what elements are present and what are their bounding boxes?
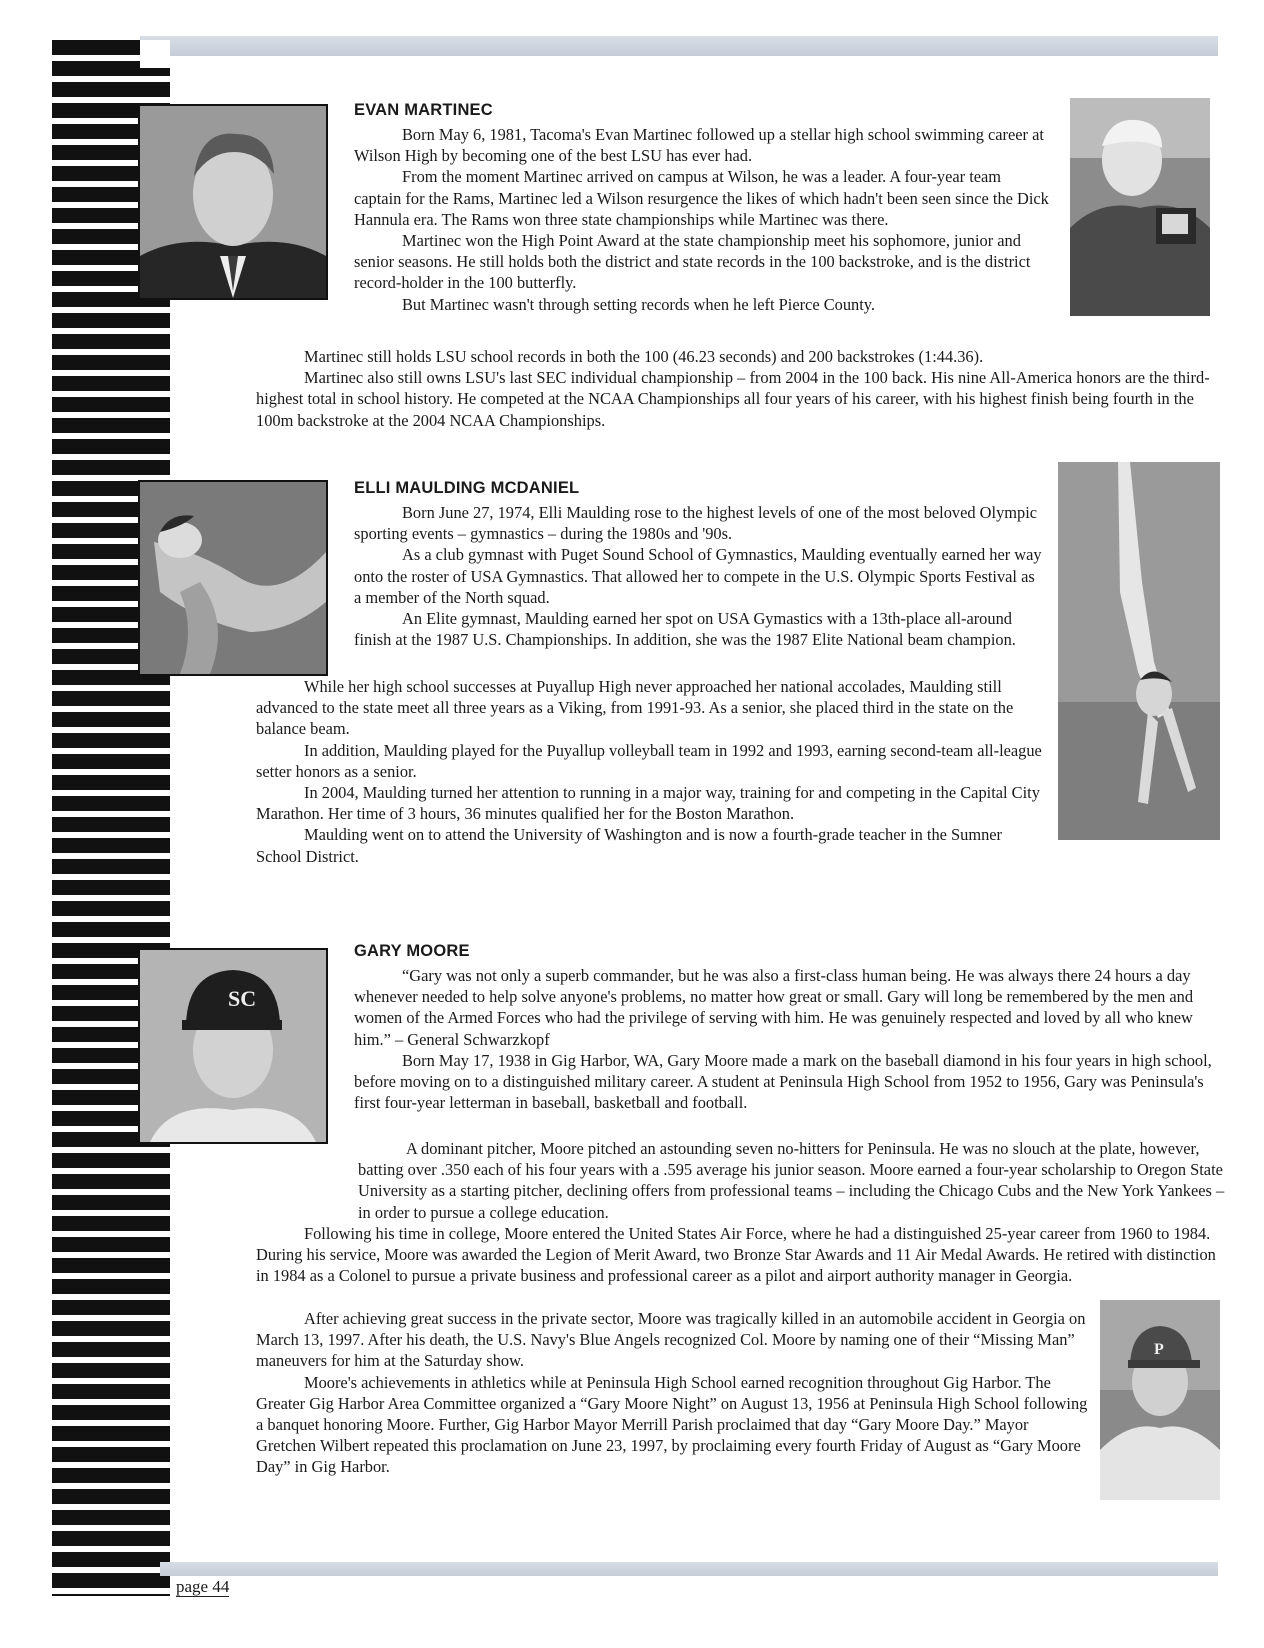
bio-paragraph: Maulding went on to attend the University of Washington and is now a fourth-grade teacher in the Sumner School District.: [256, 825, 1003, 866]
bio-paragraph: Martinec also still owns LSU's last SEC individual championship – from 2004 in the 100 back. His nine All-America honors are the third-highest total in school history. He competed at the NCAA Championships all four years of his career, with his highest finish being fourth in the 100m backstroke at the 2004 NCAA Championships.: [256, 368, 1210, 430]
bottom-decorative-bar: [160, 1562, 1218, 1576]
page-number: page 44: [176, 1577, 230, 1596]
section-bio-continued: [256, 346, 1218, 431]
bio-paragraph: Born May 17, 1938 in Gig Harbor, WA, Gary Moore made a mark on the baseball diamond in his four years in high school, before moving on to a distinguished military career. A student at Peninsula High School from 1952 to 1956, Gary was Peninsula's first four-year letterman in baseball, basketball and football.: [354, 1050, 1212, 1113]
bio-paragraph: As a club gymnast with Puget Sound School of Gymnastics, Maulding eventually earned her way onto the roster of USA Gymnastics. That allowed her to compete in the U.S. Olympic Sports Festival as a member of the North squad.: [354, 545, 1042, 607]
evan-martinec-headshot: [138, 104, 328, 300]
section-bio-continued: [256, 1308, 1088, 1478]
section-bio: [354, 502, 1044, 650]
section-heading: ELLI MAULDING MCDANIEL: [354, 479, 580, 497]
bio-paragraph: A dominant pitcher, Moore pitched an astounding seven no-hitters for Peninsula. He was no slouch at the plate, however, batting over .350 each of his four years with a .595 average his junior season. Moore earned a four-year scholarship to Oregon State University as a starting pitcher, declining offers from professional teams – including the Chicago Cubs and the New York Yankees – in order to pursue a college education.: [358, 1139, 1225, 1222]
bio-paragraph: “Gary was not only a superb commander, but he was also a first-class human being. He was always there 24 hours a day whenever needed to help solve anyone's problems, no matter how great or small. Gary will long be remembered by the men and women of the Armed Forces who had the privilege of serving with him. He was genuinely respected and loved by all who knew him.” – General Schwarzkopf: [354, 966, 1194, 1049]
section-heading: GARY MOORE: [354, 942, 470, 960]
bio-paragraph: Born May 6, 1981, Tacoma's Evan Martinec followed up a stellar high school swimming career at Wilson High by becoming one of the best LSU has ever had.: [354, 125, 1044, 166]
bio-paragraph: In addition, Maulding played for the Puyallup volleyball team in 1992 and 1993, earning second-team all-league setter honors as a senior.: [256, 740, 1042, 781]
section-bio: [354, 965, 1226, 1113]
bio-paragraph: From the moment Martinec arrived on campus at Wilson, he was a leader. A four-year team captain for the Rams, Martinec led a Wilson resurgence the likes of which hadn't been seen since the Dick Hannula era. The Rams won three state championships while Martinec was there.: [354, 167, 1049, 229]
gary-moore-baseball-photo: [1100, 1300, 1220, 1500]
elli-maulding-gymnastics-photo: [1058, 462, 1220, 840]
bio-paragraph: After achieving great success in the private sector, Moore was tragically killed in an automobile accident in Georgia on March 13, 1997. After his death, the U.S. Navy's Blue Angels recognized Col. Moore by naming one of their “Missing Man” maneuvers for him at the Saturday show.: [256, 1309, 1086, 1371]
section-bio-continued: [256, 1138, 1226, 1286]
bio-paragraph: Moore's achievements in athletics while at Peninsula High School earned recognition throughout Gig Harbor. The Greater Gig Harbor Area Committee organized a “Gary Moore Night” on August 13, 1956 at Peninsula High School following a banquet honoring Moore. Further, Gig Harbor Mayor Merrill Parish proclaimed that day “Gary Moore Day.” Mayor Gretchen Wilbert repeated this proclamation on June 23, 1997, by proclaiming every fourth Friday of August as “Gary Moore Day” in Gig Harbor.: [256, 1372, 1088, 1477]
bio-paragraph: While her high school successes at Puyallup High never approached her national accolades, Maulding still advanced to the state meet all three years as a Viking, from 1991-93. As a senior, she placed third in the state on the balance beam.: [256, 677, 1014, 739]
svg-text:SC: SC: [228, 986, 257, 1011]
stripe-notch: [140, 40, 170, 68]
bio-paragraph: In 2004, Maulding turned her attention to running in a major way, training for and competing in the Capital City Marathon. Her time of 3 hours, 36 minutes qualified her for the Boston Marathon.: [256, 783, 1040, 824]
bio-paragraph: Martinec still holds LSU school records in both the 100 (46.23 seconds) and 200 backstrokes (1:44.36).: [304, 347, 984, 366]
bio-paragraph: Following his time in college, Moore entered the United States Air Force, where he had a distinguished 25-year career from 1960 to 1984. During his service, Moore was awarded the Legion of Merit Award, two Bronze Star Awards and 11 Air Medal Awards. He retired with distinction in 1984 as a Colonel to pursue a private business and professional career as a pilot and airport authority manager in Georgia.: [256, 1223, 1216, 1286]
section-heading: EVAN MARTINEC: [354, 101, 493, 119]
svg-text:P: P: [1154, 1341, 1164, 1358]
elli-maulding-photo: [138, 480, 328, 676]
evan-martinec-action-photo: [1070, 98, 1210, 316]
bio-paragraph: An Elite gymnast, Maulding earned her spot on USA Gymastics with a 13th-place all-around finish at the 1987 U.S. Championships. In addition, she was the 1987 Elite National beam champion.: [354, 609, 1016, 650]
top-decorative-bar: [140, 36, 1218, 56]
bio-paragraph: But Martinec wasn't through setting records when he left Pierce County.: [402, 294, 876, 314]
bio-paragraph: Born June 27, 1974, Elli Maulding rose to the highest levels of one of the most beloved Olympic sporting events – gymnastics – during the 1980s and '90s.: [354, 503, 1038, 544]
gary-moore-headshot: [138, 948, 328, 1144]
bio-paragraph: Martinec won the High Point Award at the state championship meet his sophomore, junior and senior seasons. He still holds both the district and state records in the 100 backstroke, and is the district record-holder in the 100 butterfly.: [354, 231, 1031, 293]
section-bio-continued: [256, 676, 1044, 867]
section-bio: [354, 124, 1050, 315]
